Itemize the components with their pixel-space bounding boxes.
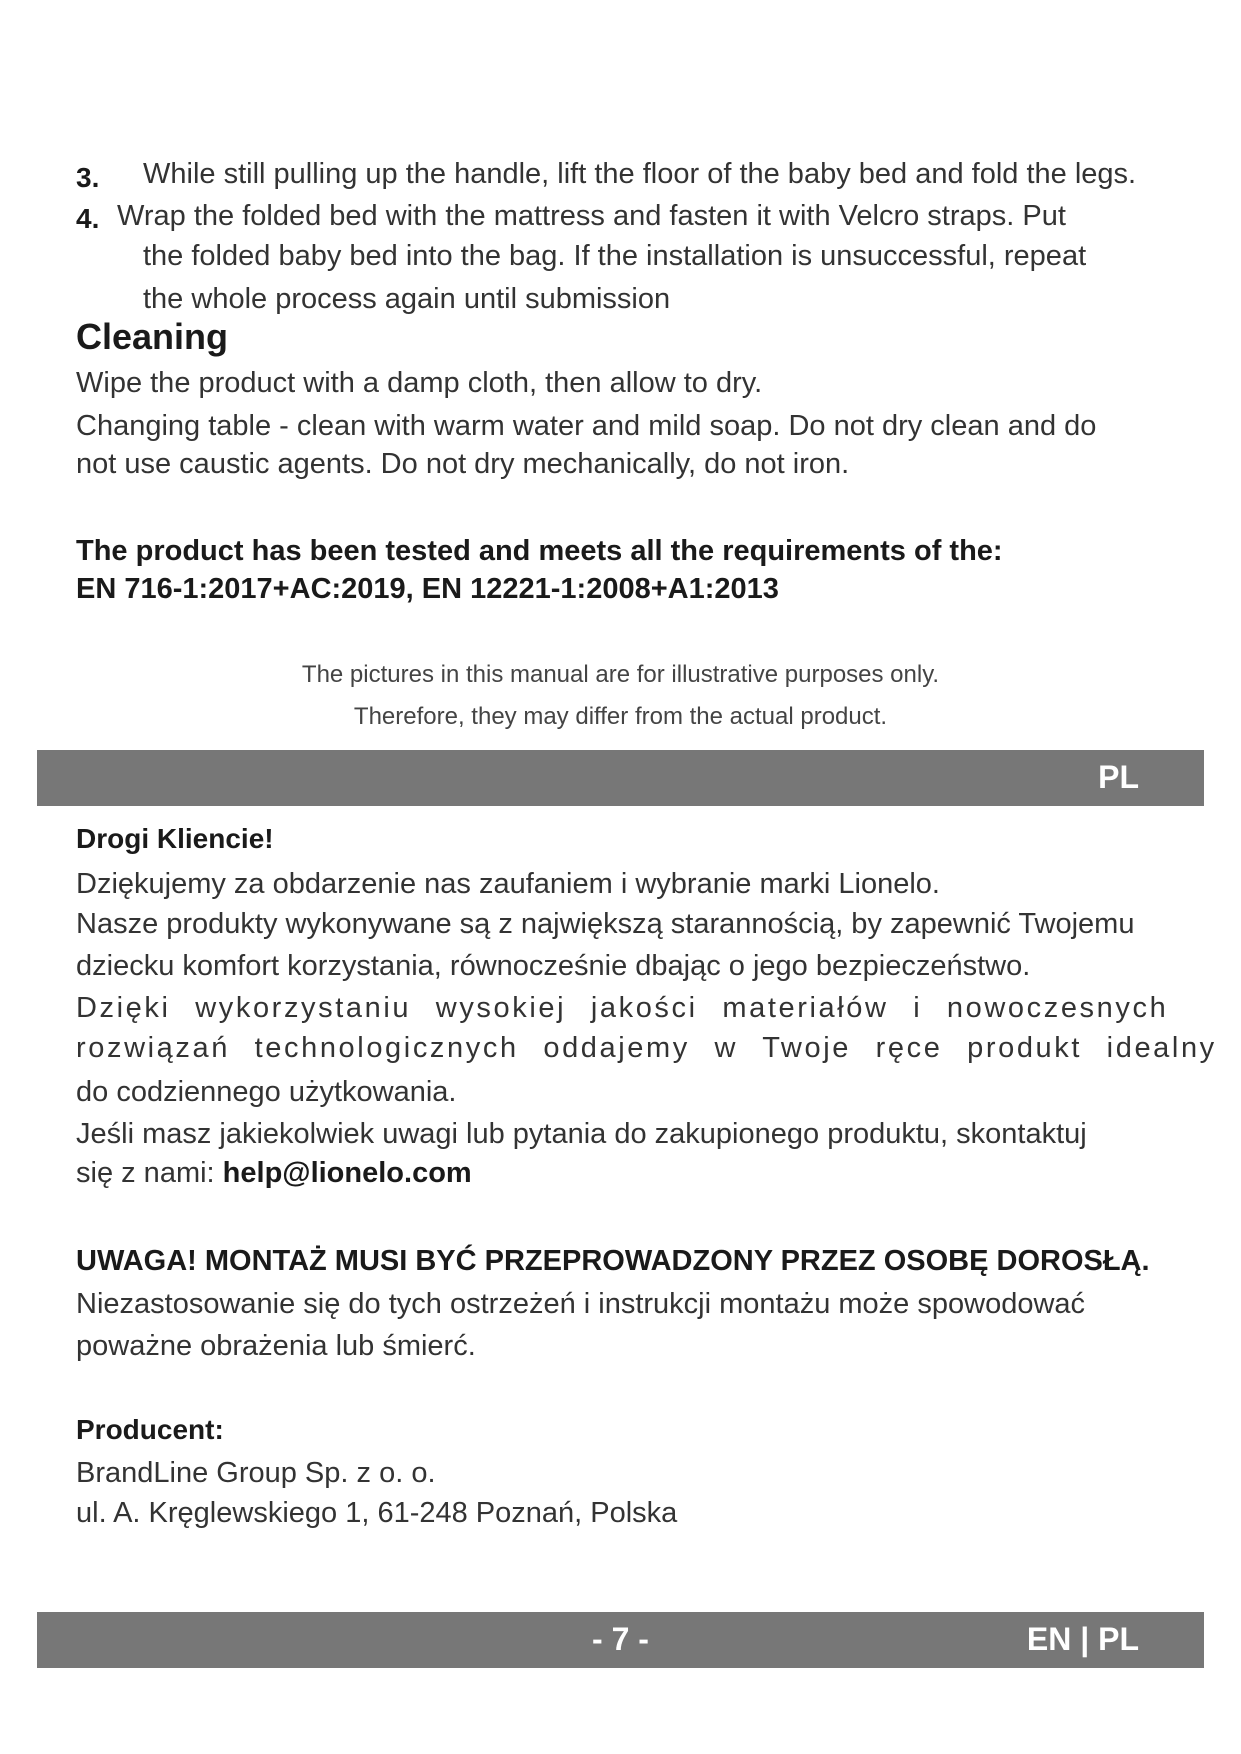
greeting: Drogi Kliencie! bbox=[76, 823, 274, 854]
pl-section-label: PL bbox=[1098, 759, 1139, 795]
standards-line-2: EN 716-1:2017+AC:2019, EN 12221-1:2008+A1:2013 bbox=[76, 573, 779, 605]
warning-title: UWAGA! MONTAŻ MUSI BYĆ PRZEPROWADZONY PRZEZ OSOBĘ DOROSŁĄ. bbox=[76, 1245, 1150, 1277]
pl-paragraph-1: Dziękujemy za obdarzenie nas zaufaniem i wybranie marki Lionelo. bbox=[76, 868, 940, 900]
step-4-line-3: the whole process again until submission bbox=[143, 283, 671, 315]
pl-paragraph-3c: do codziennego użytkowania. bbox=[76, 1076, 457, 1108]
footer-languages: EN | PL bbox=[1026, 1621, 1139, 1657]
warning-line-1: Niezastosowanie się do tych ostrzeżeń i instrukcji montażu może spowodować bbox=[76, 1288, 1086, 1320]
disclaimer-line-1: The pictures in this manual are for illustrative purposes only. bbox=[301, 661, 940, 688]
producer-heading: Producent: bbox=[76, 1414, 224, 1445]
step-number-4: 4. bbox=[76, 203, 100, 234]
step-number-3: 3. bbox=[76, 162, 100, 193]
pl-paragraph-2a: Nasze produkty wykonywane są z największą starannością, by zapewnić Twojemu bbox=[76, 908, 1135, 940]
pl-paragraph-4b bbox=[76, 1157, 472, 1190]
pl-paragraph-2b: dziecku komfort korzystania, równocześnie dbając o jego bezpieczeństwo. bbox=[76, 950, 1031, 982]
pl-paragraph-3b: rozwiązań technologicznych oddajemy w Twoje ręce produkt idealny bbox=[76, 1032, 1217, 1064]
disclaimer-line-2: Therefore, they may differ from the actual product. bbox=[353, 703, 888, 730]
cleaning-line-1: Wipe the product with a damp cloth, then allow to dry. bbox=[76, 367, 763, 399]
warning-line-2: poważne obrażenia lub śmierć. bbox=[76, 1330, 476, 1362]
contact-prefix: się z nami: bbox=[76, 1157, 223, 1189]
pl-paragraph-4a: Jeśli masz jakiekolwiek uwagi lub pytania do zakupionego produktu, skontaktuj bbox=[76, 1118, 1087, 1150]
contact-email[interactable]: help@lionelo.com bbox=[222, 1157, 472, 1189]
footer-band bbox=[37, 1612, 1204, 1668]
cleaning-line-2b: not use caustic agents. Do not dry mechanically, do not iron. bbox=[76, 448, 850, 480]
producer-address: ul. A. Kręglewskiego 1, 61-248 Poznań, Polska bbox=[76, 1497, 678, 1529]
step-4-line-1: Wrap the folded bed with the mattress and fasten it with Velcro straps. Put bbox=[117, 200, 1066, 232]
standards-line-1: The product has been tested and meets all the requirements of the: bbox=[76, 535, 1003, 567]
cleaning-line-2a: Changing table - clean with warm water and mild soap. Do not dry clean and do bbox=[76, 410, 1097, 442]
page-number: - 7 - bbox=[592, 1621, 649, 1657]
pl-paragraph-3a: Dzięki wykorzystaniu wysokiej jakości materiałów i nowoczesnych bbox=[76, 992, 1169, 1024]
cleaning-heading: Cleaning bbox=[76, 316, 229, 357]
step-3-text: While still pulling up the handle, lift the floor of the baby bed and fold the legs. bbox=[143, 158, 1137, 190]
step-4-line-2: the folded baby bed into the bag. If the installation is unsuccessful, repeat bbox=[143, 240, 1087, 272]
pl-section-band bbox=[37, 750, 1204, 806]
producer-name: BrandLine Group Sp. z o. o. bbox=[76, 1457, 436, 1489]
